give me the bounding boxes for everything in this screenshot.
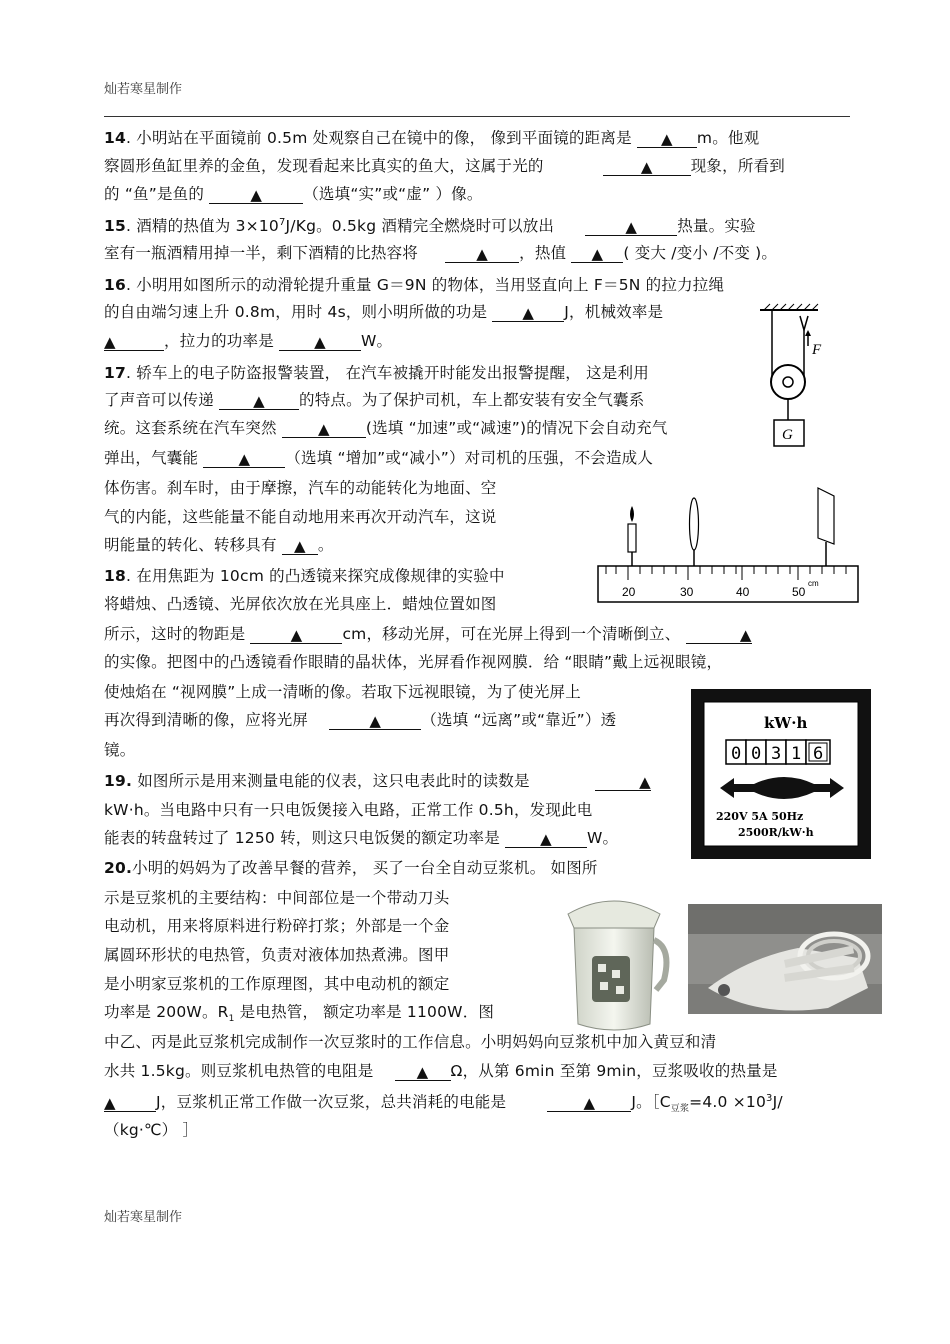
blank-triangle: ▲ [104,333,116,351]
q14-line2 [104,156,785,176]
q14-text: 的 “鱼”是鱼的 [104,185,210,203]
q17-blank-3[interactable] [203,449,285,468]
q14-blank-2[interactable] [603,157,691,176]
q16-text: . 小明用如图所示的动滑轮提升重量 G＝9N 的物体，当用竖直向上 F＝5N 的拉力拉绳 [125,276,725,294]
q17-blank-1[interactable] [219,391,299,410]
blank-triangle: ▲ [314,333,326,351]
q20-subscript: 1 [228,1014,235,1025]
q20-blank-2[interactable] [104,1093,156,1112]
candle [628,524,636,552]
q20-line10: （kg·℃） ］ [104,1121,199,1139]
q20-text: J，豆浆机正常工作做一次豆浆，总共消耗的电能是 [156,1093,512,1111]
blank-triangle: ▲ [625,218,638,236]
q20-line8 [104,1061,778,1081]
flame-icon [630,506,634,522]
q20-line2: 示是豆浆机的主要结构：中间部位是一个带动刀头 [104,889,450,907]
q20-blank-1[interactable] [395,1062,451,1081]
q15-text: ( 变大 /变小 /不变 )。 [623,244,778,262]
blank-triangle: ▲ [639,773,651,791]
q14-text: 察圆形鱼缸里养的金鱼，发现看起来比真实的鱼大，这属于光的 [104,157,549,175]
q15-blank-2[interactable] [445,244,519,263]
meter-digit: 0 [731,744,742,764]
q20-line9 [104,1092,783,1115]
q16-text: J，机械效率是 [564,303,664,321]
q16-line3 [104,331,392,351]
blank-triangle: ▲ [238,450,251,468]
q16-text: ，拉力的功率是 [164,332,280,350]
q20-line3: 电动机，用来将原料进行粉碎打浆；外部是一个金 [104,917,450,935]
q18-text: （选填 “远离”或“靠近”）透 [421,711,617,729]
q16-blank-3[interactable] [279,332,361,351]
q17-line7 [104,535,334,555]
meter-digit: 0 [751,744,762,764]
optical-bench-figure [596,484,862,610]
arrow-head-icon [805,330,811,336]
q17-text: (选填 “加速”或“减速”)的情况下会自动充气 [365,419,668,437]
q20-blank-3[interactable] [547,1093,631,1112]
blank-triangle: ▲ [640,158,653,176]
q19-line1 [104,771,651,791]
q19-line3 [104,828,618,848]
q20-text: 水共 1.5kg。则豆浆机电热管的电阻是 [104,1062,379,1080]
q14-number: 14 [104,129,126,147]
q17-line3 [104,418,668,438]
q18-blank-2[interactable] [686,625,752,644]
q18-line1 [104,566,505,586]
q14-line3 [104,184,483,204]
blank-triangle: ▲ [250,186,263,204]
q20-line5: 是小明家豆浆机的工作原理图，其中电动机的额定 [104,975,450,993]
q20-text: 小明的妈妈为了改善早餐的营养， 买了一台全自动豆浆机。 如图所 [132,859,598,877]
tick-label-50: 50 [792,585,806,599]
pulley-axle [783,377,793,387]
q20-line4: 属圆环形状的电热管，负责对液体加热煮沸。图甲 [104,946,450,964]
header-rule [104,116,850,117]
q17-text: （选填 “增加”或“减小”）对司机的压强，不会造成人 [285,449,654,467]
q19-text: 能表的转盘转过了 1250 转，则这只电饭煲的额定功率是 [104,829,506,847]
heating-element-photo [688,904,882,1014]
q14-text: 现象，所看到 [690,157,785,175]
q15-text: 室有一瓶酒精用掉一半，剩下酒精的比热容将 [104,244,424,262]
q15-blank-1[interactable] [585,217,677,236]
q17-line5: 体伤害。刹车时，由于摩擦，汽车的动能转化为地面、空 [104,479,497,497]
blank-triangle: ▲ [661,130,673,148]
q18-line6 [104,710,616,730]
q20-subscript: 豆浆 [670,1104,690,1115]
meter-rate: 2500R/kW·h [738,826,814,839]
tick-label-20: 20 [622,585,636,599]
q16-text: W。 [361,332,393,350]
blank-triangle: ▲ [591,245,604,263]
blank-triangle: ▲ [104,1094,116,1112]
meter-digit: 3 [771,744,782,764]
q19-number: 19. [104,772,133,790]
q20-exponent: 3 [766,1092,773,1104]
light-screen [818,488,834,544]
force-label: F [812,342,822,358]
q18-text: 再次得到清晰的像，应将光屏 [104,711,314,729]
q15-text: J/Kg。0.5kg 酒精完全燃烧时可以放出 [285,217,560,235]
q18-number: 18 [104,567,126,585]
q20-text: J/ [772,1093,783,1111]
q15-number: 15 [104,217,126,235]
q15-text: . 酒精的热值为 3×10 [125,217,279,235]
q20-line1 [104,858,598,878]
meter-digit: 1 [791,744,802,764]
q19-blank-2[interactable] [505,829,587,848]
q14-blank-1[interactable] [637,129,697,148]
q20-line7: 中乙、丙是此豆浆机完成制作一次豆浆时的工作信息。小明妈妈向豆浆机中加入黄豆和清 [104,1033,717,1051]
q20-text: 功率是 200W。R [104,1003,229,1021]
hand-grip-icon [800,316,808,330]
q16-text: 的自由端匀速上升 0.8m，用时 4s，则小明所做的功是 [104,303,493,321]
blank-triangle: ▲ [290,626,303,644]
q19-text: W。 [587,829,619,847]
q18-line7: 镜。 [104,741,136,759]
q17-line4 [104,448,653,468]
q20-text: J。［C [631,1093,671,1111]
blank-triangle: ▲ [293,537,306,555]
q17-text: 明能量的转化、转移具有 [104,536,282,554]
q14-text: . 小明站在平面镜前 0.5m 处观察自己在镜中的像， 像到平面镜的距离是 [125,129,637,147]
q16-blank-1[interactable] [492,303,564,322]
q15-line2 [104,243,777,263]
q15-line1 [104,216,756,236]
q19-blank-1[interactable] [595,772,651,791]
q18-text: cm，移动光屏，可在光屏上得到一个清晰倒立、 [342,625,686,643]
q17-blank-2[interactable] [282,419,366,438]
q16-blank-2[interactable] [104,332,164,351]
q17-number: 17 [104,364,126,382]
blank-triangle: ▲ [369,712,382,730]
blank-triangle: ▲ [540,830,552,848]
soymilk-maker-photo [556,892,672,1040]
weight-label: G [782,427,793,443]
q14-line1 [104,128,759,148]
q19-text: 如图所示是用来测量电能的仪表，这只电表此时的读数是 [132,772,535,790]
q17-text: 了声音可以传递 [104,391,220,409]
blank-triangle: ▲ [416,1063,429,1081]
q18-line2: 将蜡烛、凸透镜、光屏依次放在光具座上．蜡烛位置如图 [104,595,497,613]
page-footer: 灿若寒星制作 [104,1210,183,1225]
meter-spec: 220V 5A 50Hz [716,810,804,823]
q18-line3 [104,624,752,644]
q16-line2 [104,302,663,322]
q16-number: 16 [104,276,126,294]
meter-digit: 6 [813,744,824,764]
q18-text: . 在用焦距为 10cm 的凸透镜来探究成像规律的实验中 [125,567,505,585]
q20-text: =4.0 ×10 [689,1093,767,1111]
meter-unit: kW·h [764,714,808,732]
q18-text: 所示，这时的物距是 [104,625,251,643]
q18-blank-3[interactable] [329,711,421,730]
tick-label-40: 40 [736,585,750,599]
q17-blank-4[interactable] [282,536,318,555]
q20-text: 是电热管， 额定功率是 1100W．图 [234,1003,495,1021]
q19-line2: kW·h。当电路中只有一只电饭煲接入电路，正常工作 0.5h，发现此电 [104,801,593,819]
unit-label: cm [808,579,819,588]
q17-line2 [104,390,644,410]
blank-triangle: ▲ [583,1094,596,1112]
energy-meter-figure [690,688,872,860]
q15-blank-3[interactable] [571,244,623,263]
q15-text: ，热值 [519,244,572,262]
blank-triangle: ▲ [476,245,489,263]
q17-text: 弹出，气囊能 [104,449,204,467]
q15-text: 热量。实验 [677,217,756,235]
q15-exponent: 7 [278,216,286,228]
q20-line6 [104,1002,495,1025]
q17-line6: 气的内能，这些能量不能自动地用来再次开动汽车，这说 [104,508,497,526]
q14-text: m。他观 [696,129,760,147]
q18-line5: 使烛焰在 “视网膜”上成一清晰的像。若取下远视眼镜，为了使光屏上 [104,683,581,701]
q14-blank-3[interactable] [209,185,303,204]
convex-lens [690,498,699,550]
q17-line1 [104,363,649,383]
q16-line1 [104,275,724,295]
meter-digits [726,740,830,764]
q20-text: Ω，从第 6min 至第 9min，豆浆吸收的热量是 [450,1062,778,1080]
q17-text: 统。这套系统在汽车突然 [104,419,282,437]
q20-number: 20. [104,859,133,877]
bench-rail [598,566,858,602]
q14-text: （选填“实”或“虚” ）像。 [303,185,483,203]
blank-triangle: ▲ [253,392,265,410]
pulley-figure [756,302,830,450]
q17-text: 的特点。为了保护司机，车上都安装有安全气囊系 [299,391,645,409]
q17-text: 。 [317,536,334,554]
page-header: 灿若寒星制作 [104,82,183,97]
q18-line4: 的实像。把图中的凸透镜看作眼睛的晶状体，光屏看作视网膜．给 “眼睛”戴上远视眼镜， [104,653,723,671]
tick-label-30: 30 [680,585,694,599]
blank-triangle: ▲ [317,420,330,438]
q18-blank-1[interactable] [250,625,342,644]
blank-triangle: ▲ [522,304,535,322]
q17-text: . 轿车上的电子防盗报警装置， 在汽车被撬开时能发出报警提醒， 这是利用 [125,364,649,382]
blank-triangle: ▲ [739,626,752,644]
